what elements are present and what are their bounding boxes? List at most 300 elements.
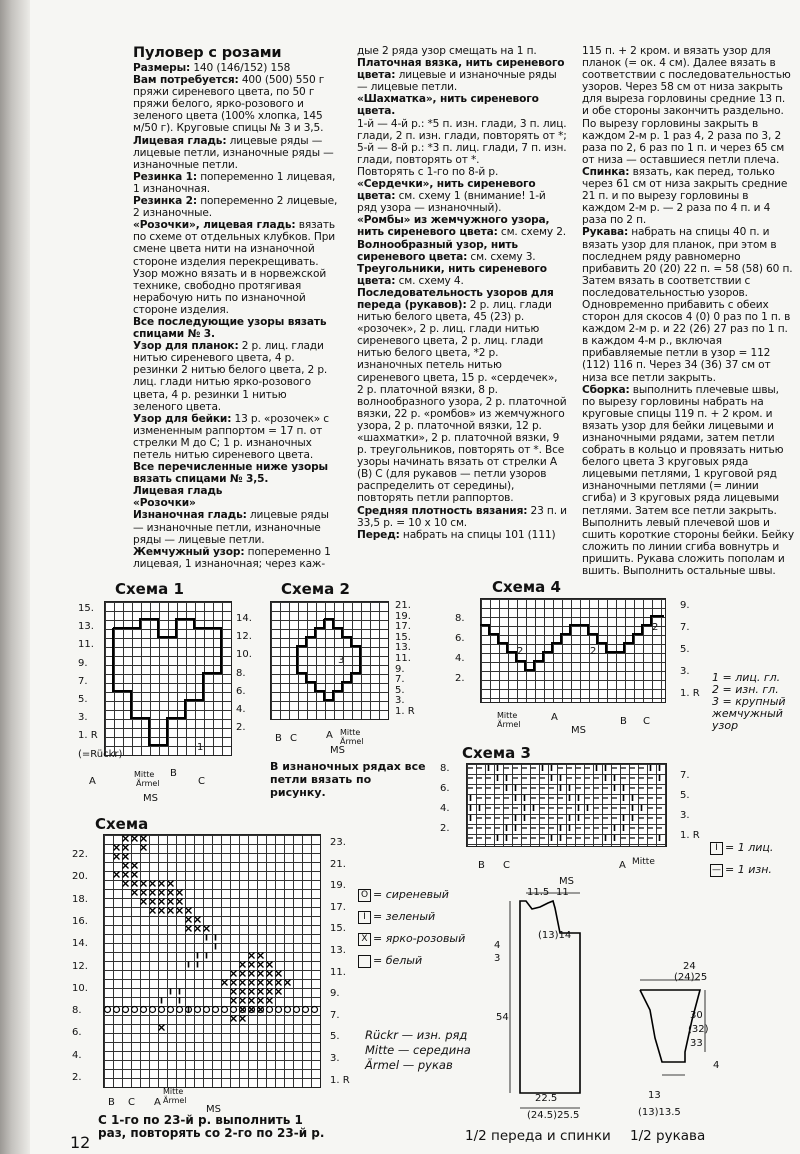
paragraph-heading: Спинка:: [582, 165, 630, 178]
pink-stitch: [123, 872, 129, 878]
pink-stitch: [267, 971, 273, 977]
legend-pink: X = ярко-розовый: [358, 928, 465, 950]
pink-stitch: [141, 899, 147, 905]
chart-1-row-label: 13.: [78, 621, 94, 633]
col2-paragraph: [357, 93, 567, 117]
pink-stitch: [231, 989, 237, 995]
rose-chart-row-label: 18.: [72, 893, 88, 905]
chart-3-legend: I = 1 лиц. — = 1 изн.: [712, 841, 774, 876]
chart-4-title: Схема 4: [492, 578, 561, 596]
chart-4-ms: MS: [571, 725, 586, 736]
paragraph-text: 400 (500) 550 г пряжи сиреневого цвета, по 50 г пряжи белого, ярко-розового и зеленого цвета (100% хлопка, 145 м/50 г). Круговые спицы № 3 и 3,5.: [133, 74, 325, 135]
paragraph-text: попеременно 1 лицевая, 1 изнаночная.: [133, 170, 336, 195]
paragraph-heading: Узор для планок:: [133, 340, 239, 353]
chart-1-arrow-c: C: [198, 776, 205, 787]
chart-2-row-label: 21.: [395, 600, 411, 611]
paragraph-heading: Средняя плотность вязания:: [357, 504, 528, 517]
white-symbol-icon: [358, 955, 371, 968]
sleeve-dim-2: (24)25: [674, 972, 708, 983]
chart-3-arrow-b: B: [478, 860, 485, 871]
paragraph-heading: «Розочки», лицевая гладь:: [133, 219, 296, 232]
paragraph-heading: «Шахматка», нить сиреневого цвета.: [357, 93, 539, 118]
rose-chart-mitte: Mitte Ärmel: [163, 1087, 187, 1105]
front-dim-2: 11: [556, 887, 569, 898]
pink-stitch: [240, 989, 246, 995]
lilac-stitch: [141, 1007, 147, 1013]
chart-1-row-label: 1. R: [78, 730, 98, 742]
pink-stitch: [267, 980, 273, 986]
legend-lilac: O = сиреневый: [358, 884, 465, 906]
pink-stitch: [258, 971, 264, 977]
pink-stitch: [159, 908, 165, 914]
lilac-stitch: [132, 1007, 138, 1013]
chart-2-row-label: 1. R: [395, 706, 415, 717]
pink-stitch: [123, 881, 129, 887]
col3-paragraph: [582, 226, 794, 383]
pink-stitch: [267, 989, 273, 995]
chart-2-diamond: [270, 601, 387, 718]
chart-1-row-label: 14.: [236, 613, 252, 624]
col2-paragraph: [357, 178, 567, 214]
front-dim-4: 4: [494, 940, 501, 951]
lilac-stitch: [267, 1007, 273, 1013]
pink-stitch: [150, 890, 156, 896]
front-dim-8: (24.5)25.5: [527, 1110, 580, 1121]
purl-symbol-icon: —: [712, 864, 721, 875]
lilac-stitch: [276, 1007, 282, 1013]
pink-stitch: [222, 980, 228, 986]
col2-paragraph: [357, 45, 567, 57]
chart-2-note: В изнаночных рядах все петли вязать по рисунку.: [270, 760, 426, 799]
lilac-stitch: [285, 1007, 291, 1013]
chart-4-triangles: [480, 598, 664, 701]
rose-chart-row-label: 4.: [72, 1049, 82, 1061]
chart-1-mitte: Mitte: [134, 770, 155, 779]
rose-chart-row-label: 17.: [330, 901, 346, 913]
chart-4-arrow-b: B: [620, 716, 627, 727]
text-column-2: [357, 45, 567, 541]
chart-4-row-label: 1. R: [680, 688, 700, 699]
pink-stitch: [132, 890, 138, 896]
paragraph-text: 5-й — 8-й р.: *3 п. лиц. глади, 7 п. изн. глади, повторять от *.: [357, 141, 567, 166]
col2-paragraph: [357, 57, 567, 93]
chart-3-row-label: 4.: [440, 803, 450, 814]
lilac-stitch: [213, 1007, 219, 1013]
pink-stitch: [240, 998, 246, 1004]
chart-4-row-label: 7.: [680, 622, 690, 633]
chart-1-title: Схема 1: [115, 580, 184, 598]
paragraph-text: лицевые ряды — изнаночные петли, изнаночные ряды — лицевые петли.: [133, 509, 329, 546]
pink-stitch: [132, 881, 138, 887]
lilac-stitch: [231, 1007, 237, 1013]
lilac-stitch: [195, 1007, 201, 1013]
paragraph-text: 2 р. лиц. глади нитью белого цвета, 45 (23) р. «розочек», 2 р. лиц. глади нитью сиреневого цвета, 2 р. лиц. глади нитью белого цвета, *2 р. изнаночных петель нитью сиреневого цвета, 15 р. «сердечек», 2 р. платочной вязки, 8 р. волнообразного узора, 2 р. платочной вязки, 22 р. «ромбов» из жемчужного узора, 2 р. платочной вязки, 12 р. «шахматки», 2 р. платочной вязки, 9 р. треугольников, повторять от *. Все узоры начинать вязать от стрелки А (В) С (для рукавов — петли узоров распределить от середины), повторять петли раппортов.: [357, 298, 567, 505]
paragraph-text: 13 р. «розочек» с измененным раппортом = 17 п. от стрелки М до С; 1 р. изнаночных петель нитью сиреневого цвета.: [133, 412, 329, 461]
pink-stitch: [276, 980, 282, 986]
paragraph-heading: Перед:: [357, 528, 400, 541]
knit-symbol-icon: I: [710, 842, 723, 855]
pink-stitch: [249, 962, 255, 968]
paragraph-heading: Все последующие узоры вязать спицами № 3.: [133, 315, 327, 341]
sleeve-dim-8: (13)13.5: [638, 1107, 681, 1118]
col1-paragraph: [133, 509, 338, 545]
rose-chart-symbols: [103, 834, 319, 1086]
paragraph-heading: Изнаночная гладь:: [133, 509, 247, 522]
chart-1-ms: MS: [143, 793, 158, 804]
pink-stitch: [258, 953, 264, 959]
rose-chart-row-label: 9.: [330, 988, 340, 1000]
pink-stitch: [159, 881, 165, 887]
col1-paragraph: [133, 135, 338, 171]
chart-2-row-label: 5.: [395, 684, 405, 696]
chart-3-symbols: [466, 763, 665, 845]
chart-4-row-label: 4.: [455, 653, 465, 664]
pink-stitch: [132, 863, 138, 869]
lilac-stitch: [294, 1007, 300, 1013]
rose-chart-ms: MS: [206, 1104, 221, 1115]
front-back-pattern: [480, 893, 620, 1118]
col1-paragraph: [133, 171, 338, 195]
pink-stitch: [159, 1025, 165, 1031]
text-column-1: [133, 45, 338, 570]
pink-stitch: [132, 836, 138, 842]
pink-stitch: [249, 980, 255, 986]
pink-stitch: [231, 971, 237, 977]
term-armel: Ärmel — рукав: [365, 1058, 453, 1072]
legend-green: I = зеленый: [358, 906, 465, 928]
article-title: Пуловер с розами: [133, 45, 282, 61]
lilac-stitch: [177, 1007, 183, 1013]
chart-2-row-label: 7.: [395, 674, 405, 686]
paragraph-text: попеременно 2 лицевые, 2 изнаночные.: [133, 195, 338, 220]
chart-3-arrow-a: A: [619, 860, 626, 871]
chart-3-row-label: 5.: [680, 790, 690, 801]
term-ruckr: Rückr — изн. ряд: [365, 1028, 468, 1042]
paragraph-text: набрать на спицы 40 п. и вязать узор для планок, при этом в последнем ряду равномерно прибавить 20 (20) 22 п. = 58 (58) 60 п. Затем вязать в соответствии с последовательностью узоров. Одновременно прибавить с обеих сторон для скосов 4 (0) 0 раз по 1 п. в каждом 2-м р. и 22 (26) 27 раз по 1 п. в каждом 4-м р., включая прибавляемые петли в узор = 112 (112) 116 п. Через 34 (36) 37 см от низа все петли закрыть.: [582, 226, 793, 384]
legend-knit: 1 = лиц. гл.: [712, 671, 781, 684]
col1-paragraph: [133, 497, 338, 509]
rose-chart-row-label: 16.: [72, 915, 88, 927]
lilac-stitch: [150, 1007, 156, 1013]
chart-4-row-label: 9.: [680, 600, 690, 611]
rose-chart-arrow-c: C: [128, 1097, 135, 1108]
lilac-stitch: [105, 1007, 111, 1013]
chart-2-arrow-a: A: [326, 730, 333, 741]
paragraph-text: лицевые и изнаночные ряды — лицевые петли.: [357, 69, 557, 94]
pink-stitch: [249, 989, 255, 995]
col2-paragraph: [357, 142, 567, 166]
pink-stitch: [114, 854, 120, 860]
chart-3-row-label: 6.: [440, 783, 450, 794]
chart-1-row-label: 4.: [236, 704, 246, 715]
chart-2-row-label: 13.: [395, 642, 411, 654]
chart-2-row-label: 11.: [395, 653, 411, 664]
pink-stitch: [150, 899, 156, 905]
chart-2-cell-number: 3: [338, 655, 345, 666]
chart-1-row-label: 6.: [236, 685, 246, 697]
col1-paragraph: [133, 546, 338, 570]
pink-stitch: [177, 899, 183, 905]
pink-stitch: [186, 908, 192, 914]
paragraph-text: 1-й — 4-й р.: *5 п. изн. глади, 3 п. лиц. глади, 2 п. изн. глади, повторять от *;: [357, 117, 567, 142]
chart-1-arrow-b: B: [170, 768, 177, 779]
chart-4-cell-number-2: 2: [590, 646, 597, 657]
pink-stitch: [249, 953, 255, 959]
paragraph-heading: Сборка:: [582, 383, 630, 396]
chart-1-row-label: 2.: [236, 722, 246, 734]
chart-2-mitte: Mitte Ärmel: [340, 728, 364, 746]
sleeve-dim-7: 13: [648, 1090, 661, 1101]
paragraph-heading: Треугольники, нить сиреневого цвета:: [357, 262, 547, 287]
rose-chart-arrow-a: A: [154, 1097, 161, 1108]
chart-3-arrow-c: C: [503, 860, 510, 871]
pink-stitch: [249, 971, 255, 977]
chart-1-row-label: 9.: [78, 657, 88, 669]
rose-chart-row-label: 23.: [330, 837, 346, 848]
chart-1-row-label: 11.: [78, 639, 94, 651]
pink-stitch: [258, 998, 264, 1004]
paragraph-text: выполнить плечевые швы, по вырезу горловины набрать на круговые спицы 119 п. + 2 кром. и вязать узор для бейки лицевыми и изнаночными рядами, затем петли собрать в кольцо и провязать нитью белого цвета 3 круговых ряда лицевыми петлями, 1 круговой ряд изнаночными петлями (= линии сгиба) и 3 круговых ряда лицевыми петлями. Затем все петли закрыть. Выполнить левый плечевой шов и сшить короткие стороны бейки. Бейку сложить по линии сгиба вовнутрь и пришить. Рукава сложить пополам и вшить. Выполнить остальные швы.: [582, 383, 794, 578]
col1-paragraph: [133, 413, 338, 461]
paragraph-heading: Платочная вязка, нить сиреневого цвета:: [357, 57, 565, 82]
paragraph-heading: Последовательность узоров для переда (рукавов):: [357, 286, 554, 311]
col2-paragraph: [357, 239, 567, 263]
pink-stitch: [168, 881, 174, 887]
paragraph-text: см. схему 2.: [497, 226, 567, 239]
col3-paragraph: [582, 166, 794, 226]
rose-chart-row-label: 7.: [330, 1009, 340, 1021]
chart-1-row-label: (=Rückr): [78, 748, 123, 760]
front-dim-7: 22.5: [535, 1093, 558, 1104]
lilac-stitch: [114, 1007, 120, 1013]
chart-2-row-label: 15.: [395, 631, 411, 643]
front-dim-5: 3: [494, 953, 501, 964]
col1-paragraph: [133, 316, 338, 340]
chart-2-title: Схема 2: [281, 580, 350, 598]
chart-2-arrow-b: B: [275, 733, 282, 744]
pink-stitch: [231, 998, 237, 1004]
pink-stitch: [276, 971, 282, 977]
col2-paragraph: [357, 505, 567, 529]
pink-stitch: [114, 872, 120, 878]
pink-stitch: [141, 890, 147, 896]
pink-stitch: [240, 962, 246, 968]
pink-stitch: [159, 890, 165, 896]
rose-chart-row-label: 6.: [72, 1027, 82, 1039]
chart-4-row-label: 3.: [680, 666, 690, 677]
chart-2-arrow-c: C: [290, 733, 297, 744]
chart-4-row-label: 5.: [680, 644, 690, 655]
paragraph-heading: Вам потребуется:: [133, 74, 239, 87]
rose-chart-row-label: 20.: [72, 871, 88, 883]
legend-seed: 3 = крупный жемчужный узор: [712, 695, 786, 732]
lilac-stitch: [303, 1007, 309, 1013]
legend-purl: 2 = изн. гл.: [712, 683, 779, 696]
chart-1-row-label: 7.: [78, 675, 88, 687]
pink-stitch: [249, 998, 255, 1004]
chart-4-row-label: 6.: [455, 633, 465, 644]
paragraph-text: см. схему 4.: [395, 274, 464, 287]
rose-chart-row-label: 8.: [72, 1005, 82, 1017]
chart-3-mitte: Mitte: [632, 857, 655, 867]
chart-4-row-label: 2.: [455, 673, 465, 684]
col1-paragraph: [133, 74, 338, 134]
paragraph-heading: Жемчужный узор:: [133, 545, 245, 558]
chart-3-ms: MS: [559, 876, 574, 887]
chart-1-row-label: 3.: [78, 712, 88, 724]
col3-paragraph: [582, 45, 794, 166]
pink-stitch: [141, 881, 147, 887]
chart-1-row-label: 10.: [236, 649, 252, 661]
rose-chart-row-label: 15.: [330, 923, 346, 935]
pink-stitch: [114, 845, 120, 851]
pink-symbol-icon: X: [358, 933, 371, 946]
chart-2-4-legend: [712, 672, 797, 732]
col2-paragraph: [357, 214, 567, 238]
paragraph-text: попеременно 1 лицевая, 1 изнаночная; через каж-: [133, 545, 331, 570]
pink-stitch: [195, 926, 201, 932]
pink-stitch: [258, 989, 264, 995]
text-column-3: [582, 45, 794, 577]
paragraph-text: вязать, как перед, только через 61 см от низа закрыть средние 21 п. и по вырезу горловины в каждом 2-м р. — 2 раза по 4 п. и 4 раза по 2 п.: [582, 165, 788, 227]
pink-stitch: [177, 890, 183, 896]
pink-stitch: [123, 863, 129, 869]
green-symbol-icon: I: [358, 911, 371, 924]
pink-stitch: [123, 845, 129, 851]
pink-stitch: [123, 836, 129, 842]
chart-1-row-label: 5.: [78, 694, 88, 705]
color-legend: [358, 884, 465, 972]
lilac-stitch: [123, 1007, 129, 1013]
chart-4-mitte: Mitte Ärmel: [497, 711, 521, 729]
chart-1-cell-number: 1: [197, 742, 204, 753]
pink-stitch: [150, 881, 156, 887]
col1-paragraph: [133, 461, 338, 485]
rose-chart-row-label: 21.: [330, 858, 346, 870]
sleeve-dim-3: 30: [690, 1010, 703, 1021]
paragraph-text: см. схему 3.: [467, 250, 536, 263]
paragraph-heading: Размеры:: [133, 62, 191, 74]
col1-paragraph: [133, 219, 338, 316]
front-dim-6: 54: [496, 1012, 509, 1023]
paragraph-text: лицевые ряды — лицевые петли, изнаночные ряды — изнаночные петли.: [133, 134, 334, 171]
rose-chart-row-label: 2.: [72, 1072, 82, 1083]
pink-stitch: [168, 890, 174, 896]
paragraph-heading: Лицевая гладь:: [133, 134, 227, 147]
rose-chart-row-label: 14.: [72, 938, 88, 950]
paragraph-text: 2 р. лиц. глади нитью сиреневого цвета, 4 р. резинки 2 нитью белого цвета, 2 р. лиц. глади нитью ярко-розового цвета, 4 р. резинки 1 нитью зеленого цвета.: [133, 340, 328, 413]
front-dim-3: (13)14: [538, 930, 572, 941]
pink-stitch: [240, 1016, 246, 1022]
pink-stitch: [177, 908, 183, 914]
pink-stitch: [132, 872, 138, 878]
lilac-stitch: [204, 1007, 210, 1013]
pink-stitch: [276, 989, 282, 995]
paragraph-heading: Резинка 2:: [133, 195, 197, 208]
paragraph-text: 115 п. + 2 кром. и вязать узор для планок (= ок. 4 см). Далее вязать в соответствии с последовательностью узоров. Через 58 см от низа закрыть для выреза горловины средние 13 п. и обе стороны закончить раздельно. По вырезу горловины закрыть в каждом 2-м р. 1 раз 4, 2 раза по 3, 2 раза по 2, 6 раз по 1 п. и через 65 см от низа — оставшиеся петли плеча.: [582, 45, 791, 166]
paragraph-heading: «Розочки»: [133, 497, 196, 510]
chart-2-row-label: 17.: [395, 621, 411, 633]
paragraph-text: дые 2 ряда узор смещать на 1 п.: [357, 45, 537, 57]
rose-chart-row-label: 3.: [330, 1053, 340, 1064]
rose-chart-row-label: 13.: [330, 945, 346, 956]
paragraph-heading: Узор для бейки:: [133, 412, 232, 425]
chart-3-row-label: 2.: [440, 823, 450, 834]
chart-4-arrow-a: A: [551, 712, 558, 723]
rose-chart-row-label: 10.: [72, 982, 88, 994]
pink-stitch: [141, 845, 147, 851]
col2-paragraph: [357, 529, 567, 541]
pink-stitch: [123, 854, 129, 860]
term-mitte: Mitte — середина: [365, 1043, 471, 1057]
pink-stitch: [240, 971, 246, 977]
paragraph-heading: Волнообразный узор, нить сиреневого цвета:: [357, 238, 518, 263]
chart-2-ms: MS: [330, 745, 345, 756]
paragraph-text: 140 (146/152) 158: [190, 62, 291, 74]
rose-chart-arrow-b: B: [108, 1097, 115, 1108]
chart-1-row-label: 12.: [236, 631, 252, 643]
rose-chart-row-label: 12.: [72, 960, 88, 972]
rose-chart-row-label: 11.: [330, 966, 346, 978]
chart-4-arrow-c: C: [643, 716, 650, 727]
pink-stitch: [267, 962, 273, 968]
chart-1-row-label: 15.: [78, 603, 94, 614]
sleeve-dim-5: 33: [690, 1038, 703, 1049]
chart-2-row-label: 19.: [395, 610, 411, 622]
chart-2-row-label: 3.: [395, 695, 405, 707]
chart-4-row-label: 8.: [455, 613, 465, 624]
lilac-stitch: [312, 1007, 318, 1013]
rose-chart-row-label: 22.: [72, 849, 88, 860]
pink-stitch: [258, 962, 264, 968]
col3-paragraph: [582, 384, 794, 578]
col2-paragraph: [357, 118, 567, 142]
front-pattern-caption: 1/2 переда и спинки: [465, 1128, 611, 1144]
pink-stitch: [159, 899, 165, 905]
pink-stitch: [186, 926, 192, 932]
chart-3-row-label: 1. R: [680, 830, 700, 841]
chart-4-cell-number-1: 2: [517, 646, 524, 657]
sleeve-dim-6: 4: [713, 1060, 720, 1071]
sleeve-dim-1: 24: [683, 961, 696, 972]
lilac-stitch: [159, 1007, 165, 1013]
col2-paragraph: [357, 263, 567, 287]
lilac-stitch: [222, 1007, 228, 1013]
paragraph-heading: Лицевая гладь: [133, 485, 223, 498]
sleeve-pattern-caption: 1/2 рукава: [630, 1128, 706, 1144]
pink-stitch: [168, 908, 174, 914]
paragraph-heading: Резинка 1:: [133, 170, 197, 183]
chart-1-arrow-a: A: [89, 776, 96, 787]
paragraph-heading: «Сердечки», нить сиреневого цвета:: [357, 178, 536, 203]
sleeve-dim-4: (32): [688, 1024, 709, 1035]
paragraph-heading: Все перечисленные ниже узоры вязать спицами № 3,5.: [133, 461, 328, 486]
chart-1-heart: [104, 601, 230, 754]
rose-chart-row-label: 5.: [330, 1031, 340, 1043]
pink-stitch: [231, 980, 237, 986]
rose-chart-note: С 1-го по 23-й р. выполнить 1 раз, повторять со 2-го по 23-й р.: [98, 1113, 325, 1140]
pink-stitch: [267, 998, 273, 1004]
pink-stitch: [240, 980, 246, 986]
chart-3-title: Схема 3: [462, 744, 531, 762]
chart-4-cell-number-3: 2: [652, 622, 659, 633]
col1-paragraph: [133, 340, 338, 413]
scan-binding-edge: [0, 0, 30, 1154]
pink-stitch: [150, 908, 156, 914]
pink-stitch: [204, 926, 210, 932]
pink-stitch: [195, 917, 201, 923]
col2-paragraph: [357, 287, 567, 505]
